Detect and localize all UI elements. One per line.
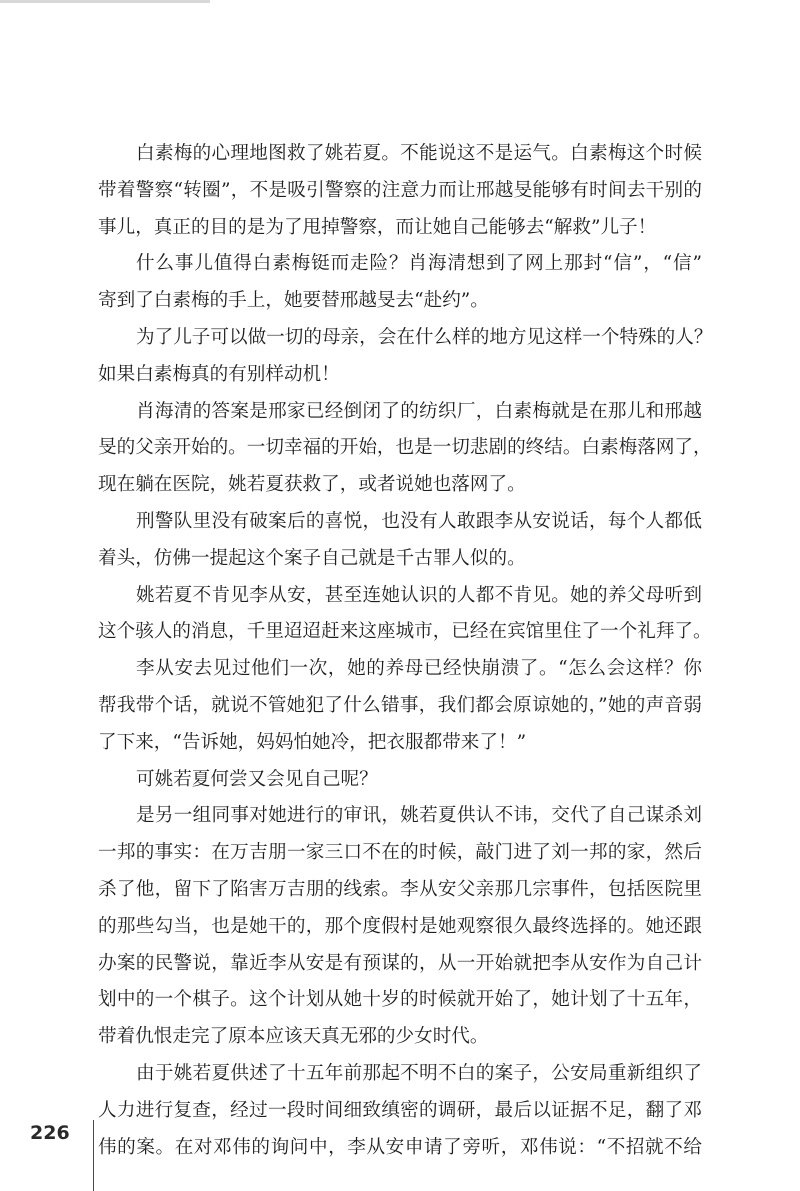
text-line: 由于姚若夏供述了十五年前那起不明不白的案子，公安局重新组织了 xyxy=(136,1062,702,1084)
paragraph xyxy=(98,1056,702,1166)
paragraph xyxy=(98,246,702,320)
text-line: 伟的案。在对邓伟的询问中，李从安申请了旁听，邓伟说：“不招就不给 xyxy=(98,1136,702,1158)
text-line: 姚若夏不肯见李从安，甚至连她认识的人都不肯见。她的养父母听到 xyxy=(136,584,702,606)
text-line: 一邦的事实：在万吉朋一家三口不在的时候，敲门进了刘一邦的家，然后 xyxy=(98,842,702,864)
page-number: 226 xyxy=(30,1122,70,1144)
paragraph xyxy=(98,651,702,761)
text-line: 寄到了白素梅的手上，她要替邢越旻去“赴约”。 xyxy=(98,290,489,312)
scan-edge-shade xyxy=(0,0,210,3)
text-line: 白素梅的心理地图救了姚若夏。不能说这不是运气。白素梅这个时候 xyxy=(136,143,702,164)
text-line: 什么事儿值得白素梅铤而走险？肖海清想到了网上那封“信”，“信” xyxy=(136,253,702,275)
paragraph xyxy=(98,320,713,394)
text-line: 了下来，“告诉她，妈妈怕她冷，把衣服都带来了！” xyxy=(98,731,527,753)
text-line: 的那些勾当，也是她干的，那个度假村是她观察很久最终选择的。她还跟 xyxy=(98,915,702,937)
text-line: 现在躺在医院，姚若夏获救了，或者说她也落网了。 xyxy=(98,474,526,496)
text-line: 是另一组同事对她进行的审讯，姚若夏供认不讳，交代了自己谋杀刘 xyxy=(136,805,702,827)
paragraph xyxy=(136,762,702,799)
paragraph xyxy=(98,136,702,246)
text-line: 刑警队里没有破案后的喜悦，也没有人敢跟李从安说话，每个人都低 xyxy=(136,510,702,532)
text-line: 李从安去见过他们一次，她的养母已经快崩溃了。“怎么会这样？你 xyxy=(136,658,702,680)
paragraph xyxy=(98,578,712,652)
paragraph xyxy=(98,798,702,1056)
text-line: 如果白素梅真的有别样动机！ xyxy=(98,363,340,385)
text-line: 办案的民警说，靠近李从安是有预谋的，从一开始就把李从安作为自己计 xyxy=(98,952,702,974)
text-line: 为了儿子可以做一切的母亲，会在什么样的地方见这样一个特殊的人？ xyxy=(136,326,713,348)
text-line: 肖海清的答案是邢家已经倒闭了的纺织厂，白素梅就是在那儿和邢越 xyxy=(136,400,702,422)
text-line: 人力进行复查，经过一段时间细致缜密的调研，最后以证据不足，翻了邓 xyxy=(98,1099,702,1121)
text-line: 可姚若夏何尝又会见自己呢？ xyxy=(136,768,378,790)
text-line: 带着仇恨走完了原本应该天真无邪的少女时代。 xyxy=(98,1026,489,1048)
paragraph xyxy=(98,394,712,504)
text-line: 事儿，真正的目的是为了甩掉警察，而让她自己能够去“解救”儿子！ xyxy=(98,216,657,238)
page-number-rule xyxy=(93,1120,94,1191)
text-line: 带着警察“转圈”，不是吸引警察的注意力而让邢越旻能够有时间去干别的 xyxy=(98,179,702,201)
text-line: 帮我带个话，就说不管她犯了什么错事，我们都会原谅她的，”她的声音弱 xyxy=(98,694,702,716)
text-line: 杀了他，留下了陷害万吉朋的线索。李从安父亲那几宗事件，包括医院里 xyxy=(98,878,702,900)
text-line: 这个骇人的消息，千里迢迢赶来这座城市，已经在宾馆里住了一个礼拜了。 xyxy=(98,621,712,643)
text-line: 着头，仿佛一提起这个案子自己就是千古罪人似的。 xyxy=(98,547,526,569)
page-body-text xyxy=(98,136,713,1166)
text-line: 旻的父亲开始的。一切幸福的开始，也是一切悲剧的终结。白素梅落网了， xyxy=(98,437,712,459)
paragraph xyxy=(98,504,702,578)
text-line: 划中的一个棋子。这个计划从她十岁的时候就开始了，她计划了十五年， xyxy=(98,989,702,1011)
